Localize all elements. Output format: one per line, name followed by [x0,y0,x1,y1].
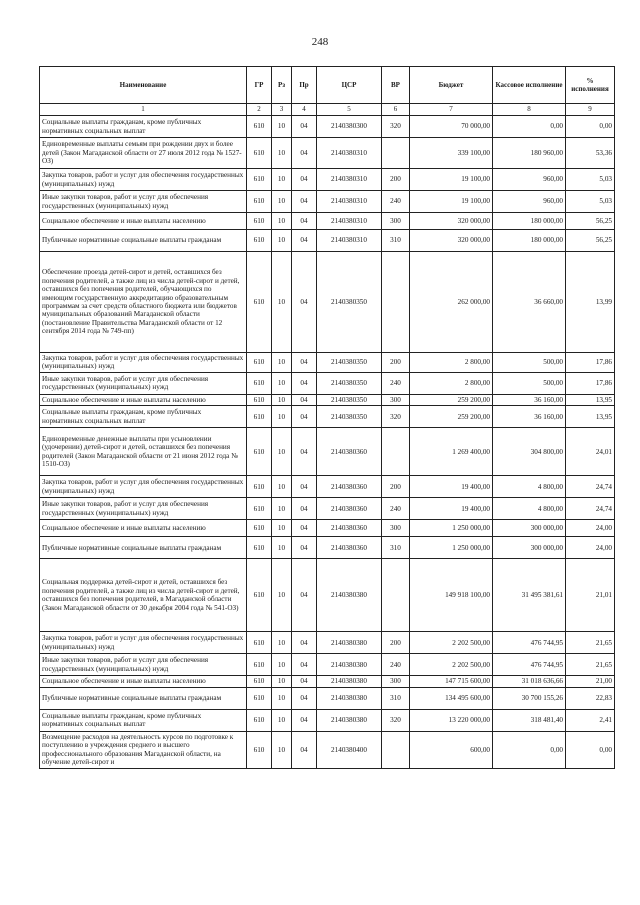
row-cash: 4 800,00 [493,498,566,520]
row-budget: 259 200,00 [410,394,493,405]
row-rz: 10 [272,353,292,373]
row-name: Возмещение расходов на деятельность курсов по подготовке к поступлению в учреждения среднего и высшего профессионального образования Магаданской области, на обучение детей-сирот и [40,731,247,768]
row-name: Единовременные денежные выплаты при усыновлении (удочерении) детей-сирот и детей, оставшихся без попечения родителей (Закон Магаданской области от 21 июня 2012 года № 1510-ОЗ) [40,428,247,476]
row-cash: 30 700 155,26 [493,687,566,709]
row-budget: 320 000,00 [410,213,493,230]
row-csr: 2140380350 [317,406,382,428]
row-vr: 320 [382,406,410,428]
row-pr: 04 [292,498,317,520]
row-gr: 610 [247,353,272,373]
row-csr: 2140380380 [317,676,382,687]
row-gr: 610 [247,731,272,768]
row-vr: 240 [382,498,410,520]
row-rz: 10 [272,213,292,230]
row-gr: 610 [247,252,272,353]
row-percent: 21,01 [566,559,615,632]
row-gr: 610 [247,537,272,559]
row-rz: 10 [272,406,292,428]
row-rz: 10 [272,709,292,731]
row-pr: 04 [292,428,317,476]
table-row [40,116,615,138]
row-cash: 31 495 381,61 [493,559,566,632]
row-percent: 0,00 [566,731,615,768]
column-number: 1 [40,104,247,116]
row-budget: 2 202 500,00 [410,654,493,676]
row-gr: 610 [247,213,272,230]
row-percent: 2,41 [566,709,615,731]
row-cash: 180 000,00 [493,213,566,230]
row-csr: 2140380380 [317,632,382,654]
table-row [40,138,615,169]
row-cash: 36 660,00 [493,252,566,353]
header-gr: ГР [247,67,272,104]
row-pr: 04 [292,709,317,731]
row-vr: 240 [382,191,410,213]
table-row [40,372,615,394]
table-row [40,169,615,191]
row-percent: 53,36 [566,138,615,169]
row-rz: 10 [272,230,292,252]
row-vr: 200 [382,353,410,373]
row-csr: 2140380360 [317,428,382,476]
row-vr: 310 [382,230,410,252]
column-number: 7 [410,104,493,116]
row-vr: 300 [382,213,410,230]
page-number: 248 [311,36,329,48]
row-csr: 2140380380 [317,709,382,731]
row-budget: 19 100,00 [410,191,493,213]
row-percent: 21,65 [566,654,615,676]
row-cash: 304 800,00 [493,428,566,476]
column-number: 4 [292,104,317,116]
row-name: Иные закупки товаров, работ и услуг для обеспечения государственных (муниципальных) нужд [40,372,247,394]
row-gr: 610 [247,654,272,676]
row-pr: 04 [292,230,317,252]
row-name: Закупка товаров, работ и услуг для обеспечения государственных (муниципальных) нужд [40,353,247,373]
row-name: Публичные нормативные социальные выплаты гражданам [40,537,247,559]
row-cash: 318 481,40 [493,709,566,731]
row-vr [382,428,410,476]
row-pr: 04 [292,252,317,353]
row-cash: 4 800,00 [493,476,566,498]
row-csr: 2140380380 [317,687,382,709]
table-row [40,676,615,687]
row-budget: 149 918 100,00 [410,559,493,632]
row-cash: 0,00 [493,116,566,138]
row-percent: 17,86 [566,372,615,394]
row-gr: 610 [247,559,272,632]
row-percent: 21,00 [566,676,615,687]
row-name: Иные закупки товаров, работ и услуг для обеспечения государственных (муниципальных) нужд [40,654,247,676]
row-gr: 610 [247,498,272,520]
header-vr: ВР [382,67,410,104]
row-name: Иные закупки товаров, работ и услуг для обеспечения государственных (муниципальных) нужд [40,498,247,520]
row-rz: 10 [272,632,292,654]
row-name: Закупка товаров, работ и услуг для обеспечения государственных (муниципальных) нужд [40,169,247,191]
row-csr: 2140380360 [317,476,382,498]
table-row [40,654,615,676]
row-percent: 24,01 [566,428,615,476]
row-csr: 2140380310 [317,191,382,213]
row-vr [382,559,410,632]
row-budget: 600,00 [410,731,493,768]
row-gr: 610 [247,676,272,687]
row-vr: 200 [382,169,410,191]
row-percent: 5,03 [566,169,615,191]
row-vr: 300 [382,394,410,405]
row-cash: 476 744,95 [493,654,566,676]
row-pr: 04 [292,138,317,169]
row-pr: 04 [292,537,317,559]
row-cash: 960,00 [493,169,566,191]
row-cash: 36 160,00 [493,406,566,428]
row-budget: 2 800,00 [410,353,493,373]
row-csr: 2140380300 [317,116,382,138]
column-number: 6 [382,104,410,116]
row-rz: 10 [272,654,292,676]
table-row [40,353,615,373]
row-name: Социальное обеспечение и иные выплаты населению [40,676,247,687]
row-budget: 19 100,00 [410,169,493,191]
row-rz: 10 [272,498,292,520]
budget-execution-table [39,66,615,769]
header-rz: Рз [272,67,292,104]
row-rz: 10 [272,394,292,405]
row-budget: 2 800,00 [410,372,493,394]
row-rz: 10 [272,520,292,537]
row-csr: 2140380350 [317,394,382,405]
row-budget: 320 000,00 [410,230,493,252]
row-percent: 24,74 [566,498,615,520]
row-name: Публичные нормативные социальные выплаты гражданам [40,687,247,709]
row-pr: 04 [292,169,317,191]
row-percent: 24,00 [566,520,615,537]
row-csr: 2140380310 [317,169,382,191]
row-percent: 56,25 [566,213,615,230]
row-name: Иные закупки товаров, работ и услуг для обеспечения государственных (муниципальных) нужд [40,191,247,213]
row-vr [382,731,410,768]
table-row [40,213,615,230]
row-rz: 10 [272,252,292,353]
row-gr: 610 [247,230,272,252]
column-number: 9 [566,104,615,116]
row-gr: 610 [247,632,272,654]
row-gr: 610 [247,709,272,731]
row-pr: 04 [292,632,317,654]
row-vr: 240 [382,654,410,676]
row-name: Социальные выплаты гражданам, кроме публичных нормативных социальных выплат [40,406,247,428]
row-budget: 2 202 500,00 [410,632,493,654]
row-name: Закупка товаров, работ и услуг для обеспечения государственных (муниципальных) нужд [40,632,247,654]
row-percent: 21,65 [566,632,615,654]
row-percent: 56,25 [566,230,615,252]
row-rz: 10 [272,476,292,498]
row-percent: 22,83 [566,687,615,709]
table-row [40,709,615,731]
column-number: 8 [493,104,566,116]
row-name: Социальная поддержка детей-сирот и детей, оставшихся без попечения родителей, а также лиц из числа детей-сирот и детей, оставшихся без попечения родителей, в Магаданской области (Закон Магаданской области от 30 декабря 2004 года № 541-ОЗ) [40,559,247,632]
row-pr: 04 [292,116,317,138]
row-cash: 500,00 [493,353,566,373]
row-budget: 1 250 000,00 [410,520,493,537]
row-pr: 04 [292,406,317,428]
row-rz: 10 [272,676,292,687]
row-name: Социальные выплаты гражданам, кроме публичных нормативных социальных выплат [40,709,247,731]
row-name: Публичные нормативные социальные выплаты гражданам [40,230,247,252]
table-row [40,559,615,632]
row-percent: 17,86 [566,353,615,373]
row-csr: 2140380310 [317,230,382,252]
row-budget: 19 400,00 [410,498,493,520]
column-number: 5 [317,104,382,116]
table-row [40,406,615,428]
table-row [40,394,615,405]
row-rz: 10 [272,687,292,709]
row-pr: 04 [292,520,317,537]
column-number-row [40,104,615,116]
row-cash: 300 000,00 [493,537,566,559]
row-vr: 200 [382,476,410,498]
row-cash: 0,00 [493,731,566,768]
row-pr: 04 [292,731,317,768]
row-gr: 610 [247,520,272,537]
row-csr: 2140380400 [317,731,382,768]
row-percent: 13,95 [566,406,615,428]
row-cash: 300 000,00 [493,520,566,537]
row-csr: 2140380360 [317,520,382,537]
row-budget: 19 400,00 [410,476,493,498]
row-gr: 610 [247,687,272,709]
row-csr: 2140380350 [317,252,382,353]
row-vr: 300 [382,676,410,687]
header-csr: ЦСР [317,67,382,104]
row-cash: 180 960,00 [493,138,566,169]
header-percent: % исполнения [566,67,615,104]
row-pr: 04 [292,654,317,676]
row-name: Социальные выплаты гражданам, кроме публичных нормативных социальных выплат [40,116,247,138]
row-budget: 13 220 000,00 [410,709,493,731]
row-rz: 10 [272,138,292,169]
row-pr: 04 [292,394,317,405]
row-gr: 610 [247,116,272,138]
row-csr: 2140380360 [317,498,382,520]
table-row [40,476,615,498]
row-cash: 476 744,95 [493,632,566,654]
table-row [40,498,615,520]
row-pr: 04 [292,213,317,230]
row-rz: 10 [272,559,292,632]
row-name: Обеспечение проезда детей-сирот и детей, оставшихся без попечения родителей, а также лиц из числа детей-сирот и детей, оставшихся без попечения родителей, обучающихся по имеющим государственную аккредитацию образовательным программам за счет средств областного бюджета или бюджетов муниципальных образований Магаданской области (постановление Правительства Магаданской области от 12 сентября 2014 года № 749-пп) [40,252,247,353]
row-name: Единовременные выплаты семьям при рождении двух и более детей (Закон Магаданской области от 27 июля 2012 года № 1527-ОЗ) [40,138,247,169]
row-budget: 1 250 000,00 [410,537,493,559]
table-row [40,687,615,709]
table-row [40,252,615,353]
row-budget: 70 000,00 [410,116,493,138]
row-rz: 10 [272,116,292,138]
row-gr: 610 [247,191,272,213]
row-rz: 10 [272,537,292,559]
row-csr: 2140380310 [317,213,382,230]
row-vr: 310 [382,687,410,709]
row-csr: 2140380350 [317,353,382,373]
row-gr: 610 [247,394,272,405]
row-vr: 320 [382,709,410,731]
row-pr: 04 [292,372,317,394]
row-cash: 31 018 636,66 [493,676,566,687]
row-rz: 10 [272,191,292,213]
table-row [40,520,615,537]
row-pr: 04 [292,559,317,632]
row-budget: 262 000,00 [410,252,493,353]
row-csr: 2140380380 [317,654,382,676]
row-budget: 259 200,00 [410,406,493,428]
table-row [40,230,615,252]
row-percent: 0,00 [566,116,615,138]
row-gr: 610 [247,169,272,191]
header-budget: Бюджет [410,67,493,104]
table-body [40,116,615,769]
row-name: Социальное обеспечение и иные выплаты населению [40,213,247,230]
row-gr: 610 [247,428,272,476]
row-percent: 13,95 [566,394,615,405]
row-csr: 2140380360 [317,537,382,559]
row-gr: 610 [247,138,272,169]
row-pr: 04 [292,191,317,213]
table-row [40,191,615,213]
row-vr: 310 [382,537,410,559]
row-budget: 1 269 400,00 [410,428,493,476]
row-name: Социальное обеспечение и иные выплаты населению [40,394,247,405]
row-name: Социальное обеспечение и иные выплаты населению [40,520,247,537]
row-gr: 610 [247,406,272,428]
row-percent: 24,74 [566,476,615,498]
row-vr: 200 [382,632,410,654]
row-percent: 24,00 [566,537,615,559]
row-cash: 180 000,00 [493,230,566,252]
row-percent: 13,99 [566,252,615,353]
row-gr: 610 [247,372,272,394]
row-budget: 147 715 600,00 [410,676,493,687]
row-vr: 320 [382,116,410,138]
row-vr: 300 [382,520,410,537]
table-row [40,428,615,476]
row-rz: 10 [272,731,292,768]
row-pr: 04 [292,353,317,373]
column-number: 2 [247,104,272,116]
header-cash: Кассовое исполнение [493,67,566,104]
row-csr: 2140380350 [317,372,382,394]
row-name: Закупка товаров, работ и услуг для обеспечения государственных (муниципальных) нужд [40,476,247,498]
row-pr: 04 [292,687,317,709]
column-number: 3 [272,104,292,116]
row-rz: 10 [272,428,292,476]
row-csr: 2140380310 [317,138,382,169]
row-percent: 5,03 [566,191,615,213]
row-vr [382,138,410,169]
row-vr: 240 [382,372,410,394]
table-row [40,731,615,768]
row-csr: 2140380380 [317,559,382,632]
table-row [40,537,615,559]
row-rz: 10 [272,169,292,191]
row-rz: 10 [272,372,292,394]
header-name: Наименование [40,67,247,104]
row-pr: 04 [292,676,317,687]
table-header-row [40,67,615,104]
row-cash: 960,00 [493,191,566,213]
row-budget: 339 100,00 [410,138,493,169]
row-budget: 134 495 600,00 [410,687,493,709]
row-pr: 04 [292,476,317,498]
row-cash: 36 160,00 [493,394,566,405]
row-gr: 610 [247,476,272,498]
header-pr: Пр [292,67,317,104]
row-cash: 500,00 [493,372,566,394]
row-vr [382,252,410,353]
table-row [40,632,615,654]
